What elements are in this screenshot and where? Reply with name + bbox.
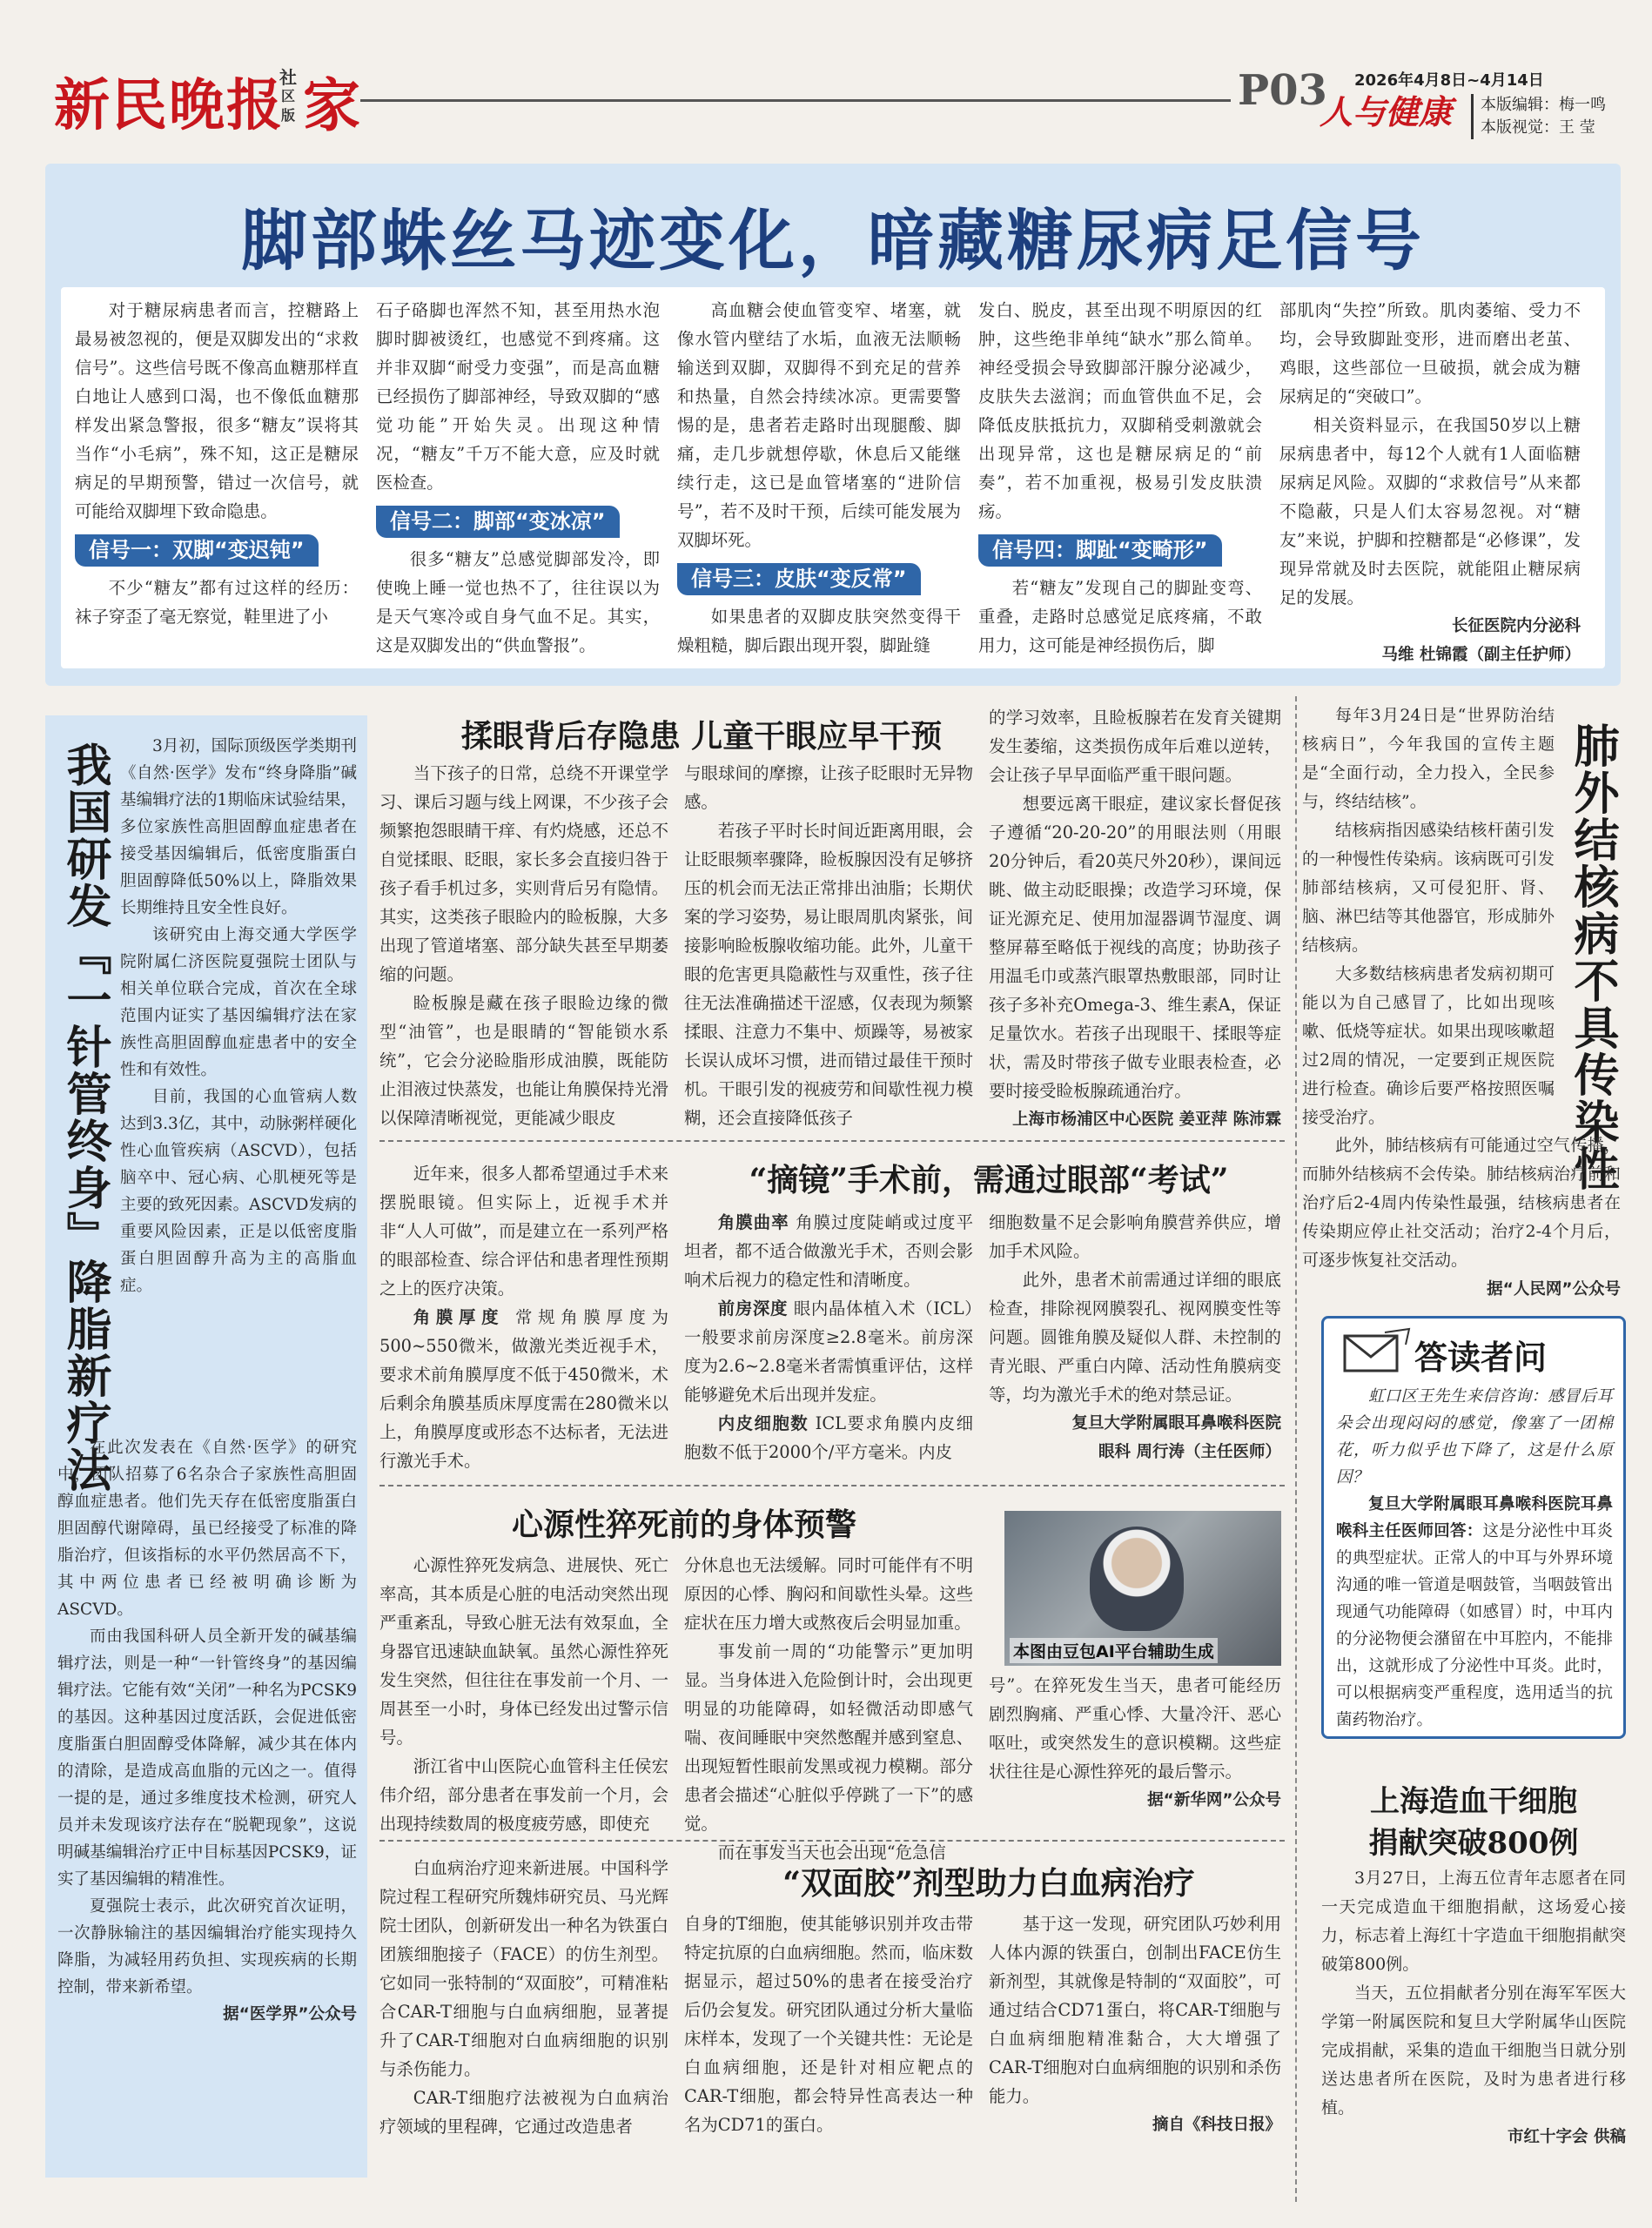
masthead-rule	[360, 99, 1231, 102]
eye-col-2: 与眼球间的摩擦，让孩子眨眼时无异物感。 若孩子平时长时间近距离用眼，会让眨眼频率骤降，睑板腺因没有足够挤压的机会而无法正常排出油脂；长期伏案的学习姿势，易让眼周肌肉紧张，间接影响睑板腺收缩功能。此外，儿童干眼的危害更具隐蔽性与双重性，孩子往往无法准确描述干涩感，仅表现为频繁揉眼、注意力不集中、烦躁等，易被家长误认成坏习惯，进而错过最佳干预时机。干眼引发的视疲劳和间歇性视力模糊，还会直接降低孩子	[684, 763, 973, 1128]
page-number: P03	[1238, 66, 1327, 115]
lead-subhead-1: 信号一：双脚“变迟钝”	[75, 534, 319, 567]
lead-credit-2: 马维 杜锦霞（副主任护师）	[1381, 646, 1581, 664]
illustration-photo	[1004, 1511, 1281, 1666]
sudden-article	[379, 1497, 1285, 1862]
mail-icon	[1340, 1327, 1413, 1376]
divider	[379, 1140, 1285, 1142]
eye-col-3: 的学习效率，且睑板腺若在发育关键期发生萎缩，这类损伤成年后难以逆转，会让孩子早早面临严重干眼问题。 想要远离干眼症，建议家长督促孩子遵循“20-20-20”的用眼法则（用眼20分钟后，看20英尺外20秒），课间远眺、做主动眨眼操；改造学习环境，保证光源充足、使用加湿器调节湿度、调整屏幕至略低于视线的高度；协助孩子用温毛巾或蒸汽眼罩热敷眼部，同时让孩子多补充Omega-3、维生素A，保证足量饮水。若孩子出现眼干、揉眼等症状，需及时带孩子做专业眼表检查，必要时接受睑板腺疏通治疗。 上海市杨浦区中心医院 姜亚萍 陈沛霖	[989, 703, 1281, 1124]
person-figure	[1090, 1527, 1184, 1631]
eye-credit: 上海市杨浦区中心医院 姜亚萍 陈沛霖	[1012, 1111, 1281, 1129]
gene-body: 3月初，国际顶级医学类期刊《自然·医学》发布“终身降脂”碱基编辑疗法的1期临床试验结果，多位家族性高胆固醇血症患者在接受基因编辑后，低密度脂蛋白胆固醇降低50%以上，降脂效果长期维持且安全性良好。 该研究由上海交通大学医学院附属仁济医院夏强院士团队与相关单位联合完成，首次在全球范围内证实了基因编辑疗法在家族性高胆固醇血症患者中的安全性和有效性。 目前，我国的心血管病人数达到3.3亿，其中，动脉粥样硬化性心血管疾病（ASCVD），包括脑卒中、冠心病、心肌梗死等是主要的致死因素。ASCVD发病的重要风险因素，正是以低密度脂蛋白胆固醇升高为主的高脂血症。	[120, 737, 357, 1295]
sudden-col-1: 心源性猝死发病急、进展快、死亡率高，其本质是心脏的电活动突然出现严重紊乱，导致心脏无法有效泵血，全身器官迅速缺血缺氧。虽然心源性猝死发生突然，但往往在事发前一个月、一周甚至一小时，身体已经发出过警示信号。 浙江省中山医院心血管科主任侯宏伟介绍，部分患者在事发前一个月，会出现持续数周的极度疲劳感，即使充	[379, 1555, 668, 1834]
gene-credit: 据“医学界”公众号	[223, 2005, 357, 2023]
keyword-curvature: 角膜曲率	[717, 1212, 789, 1232]
lead-col-3: 高血糖会使血管变窄、堵塞，就像水管内壁结了水垢，血液无法顺畅输送到双脚，双脚得不到充足的营养和热量，自然会持续冰凉。更需要警惕的是，患者若走路时出现腿酸、脚痛，走几步就想停歇，休息后又能继续行走，这已是血管堵塞的“进阶信号”，若不及时干预，后续可能发展为双脚坏死。 信号三：皮肤“变反常” 如果患者的双脚皮肤突然变得干燥粗糙，脚后跟出现开裂，脚趾缝	[677, 300, 961, 655]
sudden-headline: 心源性猝死前的身体预警	[511, 1507, 856, 1543]
keyword-endothelial: 内皮细胞数	[717, 1413, 809, 1433]
tb-body: 每年3月24日是“世界防治结核病日”，今年我国的宣传主题是“全面行动，全力投入，全民参与，终结结核”。 结核病指因感染结核杆菌引发的一种慢性传染病。该病既可引发肺部结核病，又可侵犯肝、肾、脑、淋巴结等其他器官，形成肺外结核病。 大多数结核病患者发病初期可能以为自己感冒了，比如出现咳嗽、低烧等症状。如果出现咳嗽超过2周的情况，一定要到正规医院进行检查。确诊后要严格按照医嘱接受治疗。	[1302, 706, 1555, 1127]
gene-headline: 我国研发『一针管终身』降脂新疗法	[58, 742, 111, 1493]
lasik-headline: “摘镜”手术前，需通过眼部“考试”	[749, 1162, 1229, 1198]
divider	[379, 1840, 1285, 1842]
tb-credit: 据“人民网”公众号	[1487, 1280, 1621, 1299]
tb-body-cont: 此外，肺结核病有可能通过空气传播，而肺外结核病不会传染。肺结核病治疗前和治疗后2-4周内传染性最强，结核病患者在传染期应停止社交活动；治疗2-4个月后，可逐步恢复社交活动。 据“人民网”公众号	[1302, 1131, 1621, 1302]
keyword-chamber-depth: 前房深度	[717, 1299, 789, 1319]
qa-body: 虹口区王先生来信咨询：感冒后耳朵会出现闷闷的感觉，像塞了一团棉花，听力似乎也下降了，这是什么原因？ 复旦大学附属眼耳鼻喉科医院耳鼻喉科主任医师回答：这是分泌性中耳炎的典型症状。正常人的中耳与外界环境沟通的唯一管道是咽鼓管，当咽鼓管出现通气功能障碍（如感冒）时，中耳内的分泌物便会潴留在中耳腔内，不能排出，这就形成了分泌性中耳炎。此时，可以根据病变严重程度，选用适当的抗菌药物治疗。	[1336, 1387, 1613, 1729]
gene-article	[45, 715, 367, 2178]
section-title: 人与健康	[1320, 92, 1453, 131]
brand-char: 家	[303, 71, 360, 139]
blood-headline-2: 捐献突破800例	[1368, 1826, 1579, 1861]
lead-credit-1: 长征医院内分泌科	[1451, 617, 1581, 635]
tb-article	[1302, 696, 1624, 1305]
lasik-credit-1: 复旦大学附属眼耳鼻喉科医院	[1071, 1414, 1281, 1433]
lead-subhead-2: 信号二：脚部“变冰凉”	[376, 506, 620, 538]
eye-col-1: 当下孩子的日常，总绕不开课堂学习、课后习题与线上网课，不少孩子会频繁抱怨眼睛干痒、有灼烧感，还总不自觉揉眼、眨眼，家长多会直接归咎于孩子看手机过多，实则背后另有隐情。其实，这类孩子眼睑内的睑板腺，大多出现了管道堵塞、部分缺失甚至早期萎缩的问题。 睑板腺是藏在孩子眼睑边缘的微型“油管”，也是眼睛的“智能锁水系统”，它会分泌睑脂形成油膜，既能防止泪液过快蒸发，也能让角膜保持光滑以保障清晰视觉，更能减少眼皮	[379, 763, 668, 1128]
keyword-corneal-thickness: 角膜厚度	[413, 1307, 505, 1327]
cart-col-2: 自身的T细胞，使其能够识别并攻击带特定抗原的白血病细胞。然而，临床数据显示，超过50%的患者在接受治疗后仍会复发。研究团队通过分析大量临床样本，发现了一个关键共性：无论是白血病细胞，还是针对相应靶点的CAR-T细胞，都会特异性高表达一种名为CD71的蛋白。	[684, 1914, 973, 2135]
newspaper-logo: 新民晚报	[54, 73, 284, 138]
issue-date: 2026年4月8日~4月14日	[1354, 71, 1544, 90]
photo-caption: 本图由豆包AI平台辅助生成	[1010, 1638, 1218, 1663]
sudden-col-2: 分休息也无法缓解。同时可能伴有不明原因的心悸、胸闷和间歇性头晕。这些症状在压力增大或熬夜后会明显加重。 事发前一周的“功能警示”更加明显。当身体进入危险倒计时，会出现更明显的功能障碍，如轻微活动即感气喘、夜间睡眠中突然憋醒并感到窒息、出现短暂性眼前发黑或视力模糊。部分患者会描述“心脏似乎停跳了一下”的感觉。 而在事发当天也会出现“危急信	[684, 1555, 973, 1862]
eye-article	[379, 696, 1285, 1131]
lead-col-4: 发白、脱皮，甚至出现不明原因的红肿，这些绝非单纯“缺水”那么简单。神经受损会导致脚部汗腺分泌减少，皮肤失去滋润；而血管供血不足，会降低皮肤抵抗力，双脚稍受刺激就会出现异常，这也是糖尿病足的“前奏”，若不加重视，极易引发皮肤溃疡。 信号四：脚趾“变畸形” 若“糖友”发现自己的脚趾变弯、重叠，走路时总感觉足底疼痛，不敢用力，这可能是神经损伤后，脚	[978, 300, 1262, 655]
editor-credits: 本版编辑：梅一鸣 本版视觉：王 莹	[1471, 94, 1606, 139]
lead-headline: 脚部蛛丝马迹变化，暗藏糖尿病足信号	[241, 202, 1425, 279]
lasik-col-2: 角膜曲率 角膜过度陡峭或过度平坦者，都不适合做激光手术，否则会影响术后视力的稳定性和清晰度。 前房深度 眼内晶体植入术（ICL）一般要求前房深度≥2.8毫米。前房深度为2.6~2.8毫米者需慎重评估，这样能够避免术后出现并发症。 内皮细胞数 ICL要求角膜内皮细胞数不低于2000个/平方毫米。内皮	[684, 1212, 974, 1462]
lead-col-2: 石子硌脚也浑然不知，甚至用热水泡脚时脚被烫红，也感觉不到疼痛。这并非双脚“耐受力变强”，而是高血糖已经损伤了脚部神经，导致双脚的“感觉功能”开始失灵。出现这种情况，“糖友”千万不能大意，应及时就医检查。 信号二：脚部“变冰凉” 很多“糖友”总感觉脚部发冷，即使晚上睡一觉也热不了，往往误以为是天气寒冷或自身气血不足。其实，这是双脚发出的“供血警报”。	[376, 300, 660, 655]
blood-body: 3月27日，上海五位青年志愿者在同一天完成造血干细胞捐献，这场爱心接力，标志着上海红十字造血干细胞捐献突破第800例。 当天，五位捐献者分别在海军军医大学第一附属医院和复旦大学附属华山医院完成捐献，采集的造血干细胞当日就分别送达患者所在医院，及时为患者进行移植。 市红十字会 供稿	[1321, 1864, 1626, 2209]
lasik-col-1: 近年来，很多人都希望通过手术来摆脱眼镜。但实际上，近视手术并非“人人可做”，而是建立在一系列严格的眼部检查、综合评估和患者理性预期之上的医疗决策。 角膜厚度 常规角膜厚度为500~550微米，做激光类近视手术，要求术前角膜厚度不低于450微米，术后剩余角膜基质床厚度需在280微米以上，角膜厚度或形态不达标者，无法进行激光手术。	[379, 1164, 668, 1471]
lasik-credit-2: 眼科 周行涛（主任医师）	[1098, 1443, 1281, 1461]
cart-headline: “双面胶”剂型助力白血病治疗	[782, 1865, 1195, 1902]
lead-subhead-4: 信号四：脚趾“变畸形”	[978, 534, 1222, 567]
cart-col-1: 白血病治疗迎来新进展。中国科学院过程工程研究所魏炜研究员、马光辉院士团队，创新研发出一种名为铁蛋白团簇细胞接子（FACE）的仿生剂型。它如同一张特制的“双面胶”，可精准粘合CAR-T细胞与白血病细胞，显著提升了CAR-T细胞对白血病细胞的识别与杀伤能力。 CAR-T细胞疗法被视为白血病治疗领域的里程碑，它通过改造患者	[379, 1858, 668, 2137]
qa-title: 答读者问	[1414, 1339, 1548, 1377]
tb-headline: 肺外结核病不具传染性	[1566, 722, 1619, 1192]
eye-headline: 揉眼背后存隐患 儿童干眼应早干预	[460, 718, 943, 755]
gene-body-cont: 在此次发表在《自然·医学》的研究中，团队招募了6名杂合子家族性高胆固醇血症患者。他们先天存在低密度脂蛋白胆固醇代谢障碍，虽已经接受了标准的降脂治疗，但该指标的水平仍然居高不下，其中两位患者已经被明确诊断为ASCVD。 而由我国科研人员全新开发的碱基编辑疗法，则是一种“一针管终身”的基因编辑疗法。它能有效“关闭”一种名为PCSK9的基因。这种基因过度活跃，会促进低密度脂蛋白胆固醇受体降解，减少其在体内的清除，是造成高血脂的元凶之一。值得一提的是，通过多维度技术检测，研究人员并未发现该疗法存在“脱靶现象”，这说明碱基编辑治疗正中目标基因PCSK9，证实了基因编辑的精准性。 夏强院士表示，此次研究首次证明，一次静脉输注的基因编辑治疗能实现持久降脂，为减轻用药负担、实现疾病的长期控制，带来新希望。 据“医学界”公众号	[57, 1434, 357, 2165]
blood-credit: 市红十字会 供稿	[1508, 2128, 1626, 2146]
column-rule	[1295, 696, 1297, 2202]
cart-article	[379, 1854, 1285, 2211]
sudden-col-3: 号”。在猝死发生当天，患者可能经历剧烈胸痛、严重心悸、大量冷汗、恶心呕吐，或突然发生的意识模糊。这些症状往往是心源性猝死的最后警示。 据“新华网”公众号	[989, 1671, 1281, 1836]
sudden-credit: 据“新华网”公众号	[1147, 1791, 1281, 1809]
lead-col-5: 部肌肉“失控”所致。肌肉萎缩、受力不均，会导致脚趾变形，进而磨出老茧、鸡眼，这些部位一旦破损，就会成为糖尿病足的“突破口”。 相关资料显示，在我国50岁以上糖尿病患者中，每12个人就有1人面临糖尿病足风险。双脚的“求救信号”从来都不隐蔽，只是人们太容易忽视。对“糖友”来说，护脚和控糖都是“必修课”，发现异常就及时去医院，就能阻止糖尿病足的发展。 长征医院内分泌科 马维 杜锦霞（副主任护师）	[1279, 296, 1581, 661]
blood-headline-1: 上海造血干细胞	[1370, 1784, 1577, 1819]
lead-col-1: 对于糖尿病患者而言，控糖路上最易被忽视的，便是双脚发出的“求救信号”。这些信号既不像高血糖那样直白地让人感到口渴，也不像低血糖那样发出紧急警报，很多“糖友”误将其当作“小毛病”，殊不知，这正是糖尿病足的早期预警，错过一次信号，就可能给双脚埋下致命隐患。 信号一：双脚“变迟钝” 不少“糖友”都有过这样的经历：袜子穿歪了毫无察觉，鞋里进了小	[75, 300, 359, 627]
blood-article	[1321, 1758, 1626, 2211]
cart-col-3: 基于这一发现，研究团队巧妙利用人体内源的铁蛋白，创制出FACE仿生新剂型，其就像是特制的“双面胶”，可通过结合CD71蛋白，将CAR-T细胞与白血病细胞精准黏合，大大增强了CAR-T细胞对白血病细胞的识别和杀伤能力。 摘自《科技日报》	[989, 1909, 1281, 2202]
qa-box	[1321, 1316, 1626, 1739]
divider	[379, 1485, 1285, 1486]
cart-credit: 摘自《科技日报》	[1152, 2116, 1281, 2134]
qa-question: 虹口区王先生来信咨询：感冒后耳朵会出现闷闷的感觉，像塞了一团棉花，听力似乎也下降了，这是什么原因？	[1336, 1387, 1613, 1486]
lasik-article	[379, 1151, 1285, 1481]
qa-answer-head: 复旦大学附属眼耳鼻喉科医院耳鼻喉科主任医师回答：	[1336, 1495, 1613, 1540]
lasik-col-3: 细胞数量不足会影响角膜营养供应，增加手术风险。 此外，患者术前需通过详细的眼底检查，排除视网膜裂孔、视网膜变性等问题。圆锥角膜及疑似人群、未控制的青光眼、严重白内障、活动性角膜病变等，均为激光手术的绝对禁忌证。 复旦大学附属眼耳鼻喉科医院 眼科 周行涛（主任医师）	[989, 1208, 1281, 1478]
edition-label: 社 区版	[279, 67, 297, 124]
lead-subhead-3: 信号三：皮肤“变反常”	[677, 563, 921, 595]
masthead	[0, 0, 1652, 148]
lead-article	[45, 164, 1621, 686]
